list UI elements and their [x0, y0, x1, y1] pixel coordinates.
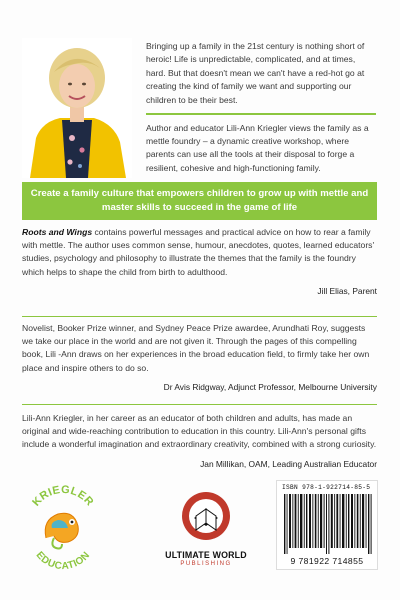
- intro-text: [146, 40, 376, 175]
- svg-text:EDUCATION: [34, 550, 93, 572]
- review-3: [22, 412, 377, 471]
- publisher-name: ULTIMATE WORLD: [165, 550, 247, 560]
- review-2-text: Novelist, Booker Prize winner, and Sydney Peace Prize awardee, Arundhati Roy, suggests we take our place in the world and are not given it. Through the pages of this compelling book, Lili -Ann draws on her experiences in the broad education field, to firmly take her own place and inspire others to do so.: [22, 323, 370, 373]
- review-3-text: Lili-Ann Kriegler, in her career as an educator of both children and adults, has made an original and wide-reaching contribution to education in this country. Lili-Ann's personal gifts include a wonderful imagination and extraordinary creativity, combined with a strong curiosity.: [22, 413, 377, 450]
- barcode-number: 9 781922 714855: [290, 556, 364, 566]
- book-title: Roots and Wings: [22, 227, 93, 237]
- isbn-label: ISBN 978-1-922714-85-5: [282, 484, 371, 491]
- divider-1: [22, 316, 377, 317]
- publisher-subtitle: PUBLISHING: [180, 561, 232, 567]
- review-1-attribution: Jill Elias, Parent: [317, 285, 377, 296]
- intro-divider: [146, 113, 376, 115]
- intro-paragraph-2: Author and educator Lili-Ann Kriegler views the family as a mettle foundry – a dynamic creative workshop, where parents can use all the tools at their disposal to forge a resilient, cohesive and high-functioning family.: [146, 122, 369, 173]
- review-1-text: [22, 226, 377, 279]
- review-1-body: contains powerful messages and practical advice on how to rear a family with mettle. The author uses common sense, humour, anecdotes, quotes, learned educators' studies, psychology and philosophy to illustrate the themes that the family is the foundry which helps to shape the child from birth to adulthood.: [22, 227, 375, 277]
- review-2: [22, 322, 377, 394]
- review-1: [22, 226, 377, 298]
- kriegler-logo-bottom-text: EDUCATION: [33, 549, 93, 572]
- review-2-attribution: Dr Avis Ridgway, Adjunct Professor, Melbourne University: [163, 381, 377, 392]
- divider-2: [22, 404, 377, 405]
- svg-text:KRIEGLER: [30, 484, 96, 509]
- tagline-text: Create a family culture that empowers children to grow up with mettle and master skills to succeed in the game of life: [30, 188, 369, 213]
- tagline-banner: [22, 182, 377, 220]
- kriegler-logo-top-text: KRIEGLER: [30, 483, 96, 509]
- intro-paragraph-1: Bringing up a family in the 21st century is nothing short of heroic! Life is unpredictable, complicated, and at times, hard. But that doesn't mean we can't have a red-hot go at creating the kind of family we want and supporting our children to be their best.: [146, 41, 365, 105]
- review-3-attribution: Jan Millikan, OAM, Leading Australian Educator: [200, 458, 377, 469]
- barcode-icon: [284, 494, 372, 554]
- author-photo: [22, 38, 132, 178]
- kriegler-education-logo: [22, 480, 104, 572]
